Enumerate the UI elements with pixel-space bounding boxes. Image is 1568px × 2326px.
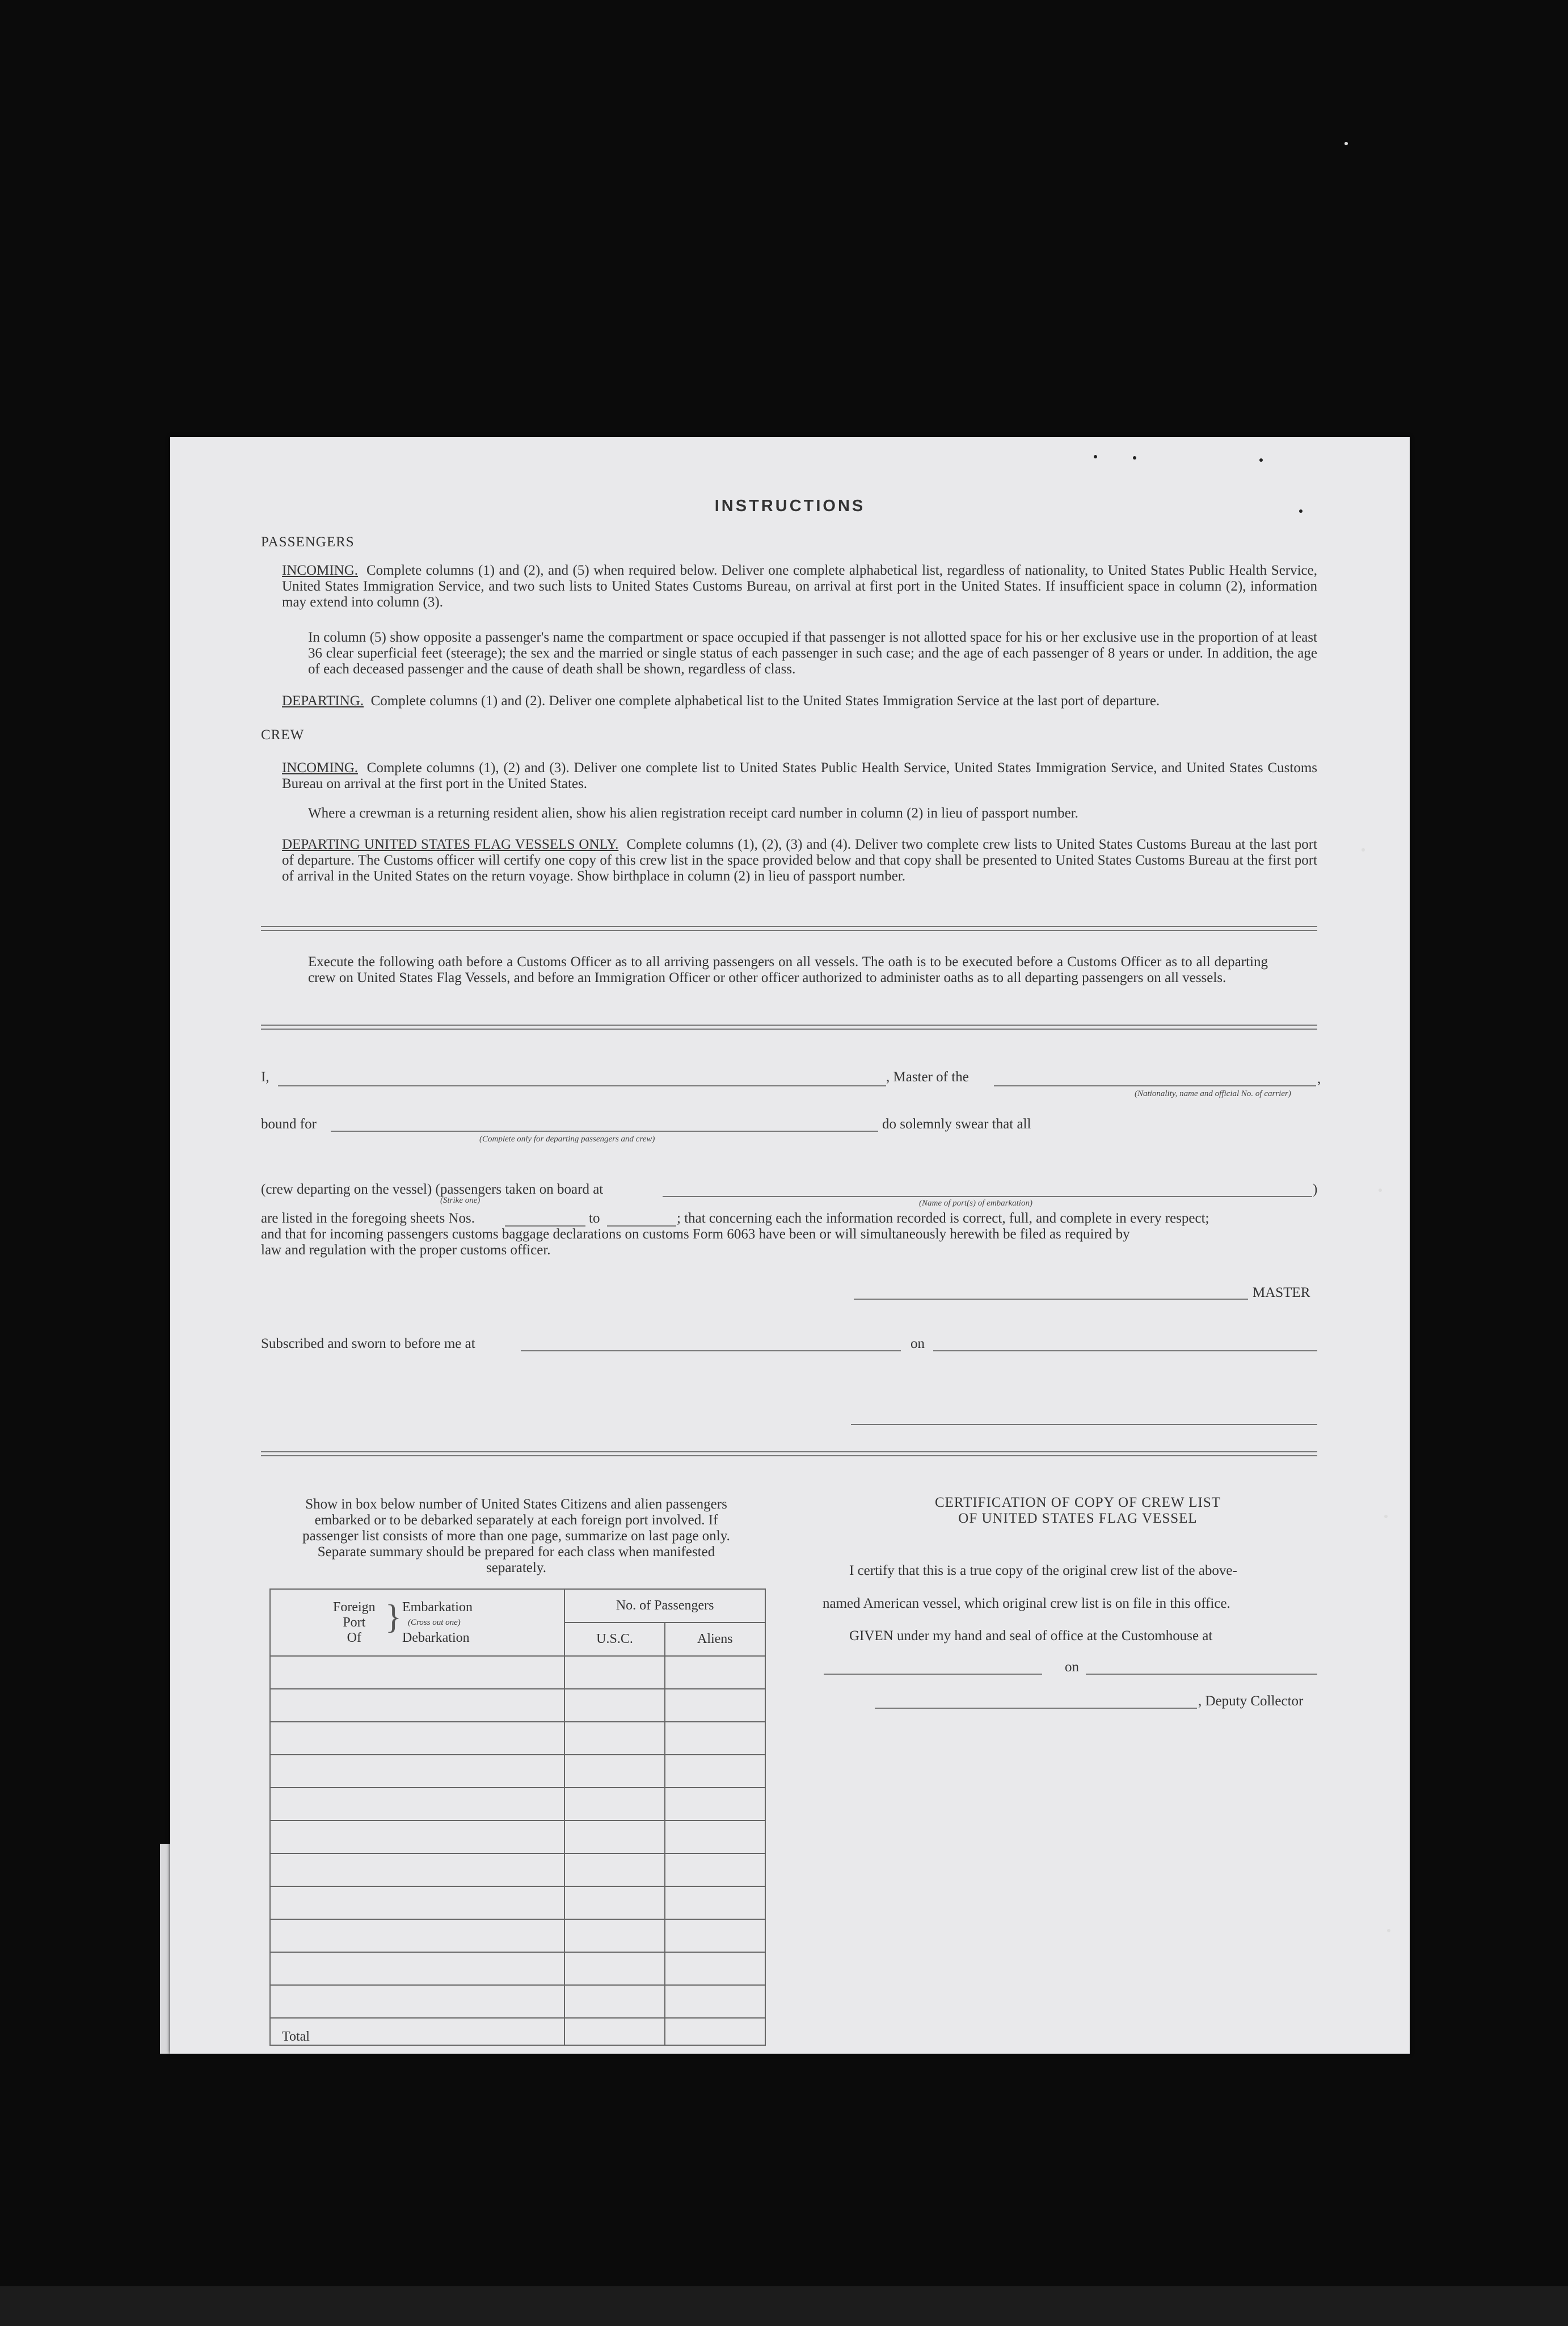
crew-incoming-text: Complete columns (1), (2) and (3). Deliver one complete list to United States Public Health Service, United States Immigration Service, and United States Customs Bureau on arrival at the first port in the United States. xyxy=(282,760,1317,791)
embarkation-label: Embarkation xyxy=(402,1600,473,1615)
customhouse-field[interactable] xyxy=(824,1674,1042,1675)
sheets-label: are listed in the foregoing sheets Nos. xyxy=(261,1211,475,1226)
of-label: Of xyxy=(347,1630,361,1645)
scan-speck xyxy=(1094,455,1097,458)
summary-row xyxy=(270,1853,765,1886)
usc-cell[interactable] xyxy=(564,1656,664,1689)
summary-row xyxy=(270,1755,765,1788)
crew-incoming-paragraph xyxy=(282,760,1317,792)
embarkation-port-field[interactable] xyxy=(663,1196,1312,1197)
passengers-departing-paragraph xyxy=(282,693,1317,709)
usc-cell[interactable] xyxy=(564,1788,664,1821)
oath-line-2: and that for incoming passengers customs baggage declarations on customs Form 6063 have been or will simultaneously herewith be filed as required by xyxy=(261,1227,1130,1242)
foreign-label: Foreign xyxy=(333,1600,376,1615)
cross-out-hint: (Cross out one) xyxy=(408,1618,461,1627)
total-label: Total xyxy=(270,2018,564,2045)
crew-passengers-label: (crew departing on the vessel) (passengers taken on board at xyxy=(261,1182,604,1197)
scan-speck xyxy=(1384,1515,1388,1518)
certification-text-line-2: named American vessel, which original crew list is on file in this office. xyxy=(823,1596,1230,1611)
aliens-cell[interactable] xyxy=(665,1952,765,1985)
aliens-cell[interactable] xyxy=(665,1821,765,1853)
crew-incoming-label: INCOMING. xyxy=(282,760,359,776)
total-usc-cell[interactable] xyxy=(564,2018,664,2045)
port-cell[interactable] xyxy=(270,1886,564,1919)
embarkation-hint: (Name of port(s) of embarkation) xyxy=(919,1199,1032,1208)
passengers-incoming-paragraph xyxy=(282,563,1317,610)
bound-for-label: bound for xyxy=(261,1116,317,1132)
subscribed-on-label: on xyxy=(911,1336,925,1351)
deputy-collector-label: , Deputy Collector xyxy=(1198,1693,1304,1709)
port-cell[interactable] xyxy=(270,1985,564,2018)
page-title: INSTRUCTIONS xyxy=(714,497,866,515)
strike-hint: (Strike one) xyxy=(440,1196,480,1205)
usc-cell[interactable] xyxy=(564,1886,664,1919)
crew-heading: CREW xyxy=(261,727,305,743)
passengers-heading: PASSENGERS xyxy=(261,534,355,550)
embarkation-close-paren: ) xyxy=(1313,1182,1318,1197)
oath-line-3: law and regulation with the proper customs officer. xyxy=(261,1242,551,1258)
summary-row xyxy=(270,1985,765,2018)
summary-rows xyxy=(270,1656,765,2018)
crew-flag-text: Complete columns (1), (2), (3) and (4). Deliver two complete crew lists to United States Customs Bureau at the last port of departure. The Customs officer will certify one copy of this crew list in the space provided below and that copy shall be presented to United States Customs Bureau at the first port of arrival in the United States on the return voyage. Show birthplace in column (2) in lieu of passport number. xyxy=(282,837,1317,884)
passengers-count-header: No. of Passengers xyxy=(564,1589,765,1623)
divider-1 xyxy=(261,926,1317,931)
bound-for-hint: (Complete only for departing passengers and crew) xyxy=(479,1135,655,1144)
usc-cell[interactable] xyxy=(564,1853,664,1886)
crew-resident-paragraph xyxy=(308,806,1317,821)
swear-label: do solemnly swear that all xyxy=(882,1116,1031,1132)
port-cell[interactable] xyxy=(270,1656,564,1689)
certification-title-line-2: OF UNITED STATES FLAG VESSEL xyxy=(958,1511,1198,1526)
divider-3 xyxy=(261,1451,1317,1456)
debarkation-label: Debarkation xyxy=(402,1630,470,1645)
aliens-cell[interactable] xyxy=(665,1722,765,1755)
master-name-field[interactable] xyxy=(278,1085,886,1086)
scan-speck xyxy=(1362,848,1365,852)
subscribed-date-field[interactable] xyxy=(933,1350,1317,1351)
summary-row xyxy=(270,1821,765,1853)
passengers-departing-text: Complete columns (1) and (2). Deliver one complete alphabetical list to the United States Immigration Service at the last port of departure. xyxy=(370,693,1160,709)
usc-cell[interactable] xyxy=(564,1985,664,2018)
officer-signature-field[interactable] xyxy=(851,1424,1317,1425)
scan-speck xyxy=(1259,458,1263,462)
form-page xyxy=(170,437,1410,2054)
usc-cell[interactable] xyxy=(564,1689,664,1722)
port-header-cell: Foreign Port Of } Embarkation (Cross out one) Debarkation xyxy=(270,1589,564,1656)
divider-2 xyxy=(261,1025,1317,1030)
summary-row xyxy=(270,1689,765,1722)
summary-row xyxy=(270,1952,765,1985)
bound-for-field[interactable] xyxy=(331,1131,878,1132)
passengers-column5-text: In column (5) show opposite a passenger's name the compartment or space occupied if that passenger is not allotted space for his or her exclusive use in the proportion of at least 36 clear superficial feet (steerage); the sex and the married or single status of each passenger in such case; and the age of each passenger of 8 years or under. In addition, the age of each deceased passenger and the cause of death shall be shown, regardless of class. xyxy=(308,630,1317,677)
usc-header: U.S.C. xyxy=(564,1623,664,1656)
scan-speck xyxy=(1133,456,1136,460)
summary-instruction: Show in box below number of United States Citizens and alien passengers embarked or to be debarked separately at each foreign port involved. If passenger list consists of more than one page, summarize on last page only. Separate summary should be prepared for each class when manifested separately. xyxy=(302,1497,730,1575)
port-cell[interactable] xyxy=(270,1722,564,1755)
scan-speck xyxy=(1344,142,1348,145)
passengers-column5-paragraph xyxy=(308,630,1317,677)
aliens-cell[interactable] xyxy=(665,1788,765,1821)
aliens-cell[interactable] xyxy=(665,1689,765,1722)
port-cell[interactable] xyxy=(270,1788,564,1821)
usc-cell[interactable] xyxy=(564,1821,664,1853)
deputy-collector-field[interactable] xyxy=(875,1708,1197,1709)
total-aliens-cell[interactable] xyxy=(665,2018,765,2045)
summary-row xyxy=(270,1919,765,1952)
subscribed-place-field[interactable] xyxy=(521,1350,901,1351)
port-cell[interactable] xyxy=(270,1755,564,1788)
certification-title-line-1: CERTIFICATION OF COPY OF CREW LIST xyxy=(934,1495,1221,1510)
port-label: Port xyxy=(343,1615,366,1630)
sheets-rest-text: ; that concerning each the information recorded is correct, full, and complete in every respect; xyxy=(677,1211,1209,1226)
summary-row xyxy=(270,1788,765,1821)
port-cell[interactable] xyxy=(270,1689,564,1722)
port-cell[interactable] xyxy=(270,1952,564,1985)
scan-speck xyxy=(1299,509,1303,513)
crew-flag-paragraph xyxy=(282,837,1317,884)
aliens-cell[interactable] xyxy=(665,1985,765,2018)
subscribed-label: Subscribed and sworn to before me at xyxy=(261,1336,475,1351)
certification-on-label: on xyxy=(1065,1659,1079,1675)
certification-text-line-1: I certify that this is a true copy of the original crew list of the above- xyxy=(849,1563,1237,1578)
crew-resident-text: Where a crewman is a returning resident alien, show his alien registration receipt card number in column (2) in lieu of passport number. xyxy=(308,806,1078,821)
aliens-cell[interactable] xyxy=(665,1656,765,1689)
summary-row xyxy=(270,1656,765,1689)
carrier-field[interactable] xyxy=(994,1085,1316,1086)
passenger-summary-table xyxy=(269,1588,766,2046)
usc-cell[interactable] xyxy=(564,1952,664,1985)
aliens-cell[interactable] xyxy=(665,1886,765,1919)
summary-row xyxy=(270,1886,765,1919)
scan-speck xyxy=(1387,1929,1390,1932)
usc-cell[interactable] xyxy=(564,1919,664,1952)
port-cell[interactable] xyxy=(270,1853,564,1886)
oath-i-label: I, xyxy=(261,1069,269,1085)
aliens-cell[interactable] xyxy=(665,1853,765,1886)
aliens-cell[interactable] xyxy=(665,1755,765,1788)
master-signature-field[interactable] xyxy=(854,1299,1248,1300)
certification-title xyxy=(840,1495,1316,1527)
usc-cell[interactable] xyxy=(564,1722,664,1755)
oath-instruction: Execute the following oath before a Customs Officer as to all arriving passengers on all vessels. The oath is to be executed before a Customs Officer as to all departing crew on United States Flag Vessels, and before an Immigration Officer or other officer authorized to administer oaths as to all departing passengers on all vessels. xyxy=(308,954,1268,985)
crew-flag-label: DEPARTING UNITED STATES FLAG VESSELS ONLY. xyxy=(282,837,619,852)
carrier-hint: (Nationality, name and official No. of carrier) xyxy=(1135,1089,1291,1098)
port-cell[interactable] xyxy=(270,1821,564,1853)
scan-speck xyxy=(1379,1189,1382,1192)
passengers-incoming-label: INCOMING. xyxy=(282,563,359,578)
port-cell[interactable] xyxy=(270,1919,564,1952)
passengers-incoming-text: Complete columns (1) and (2), and (5) when required below. Deliver one complete alphabetical list, regardless of nationality, to United States Public Health Service, United States Immigration Service, and two such lists to United States Customs Bureau, on arrival at first port in the United States. If insufficient space in column (2), information may extend into column (3). xyxy=(282,563,1318,610)
sheets-to-label: to xyxy=(589,1211,600,1226)
certification-date-field[interactable] xyxy=(1086,1674,1317,1675)
summary-row xyxy=(270,1722,765,1755)
master-of-label: , Master of the xyxy=(886,1069,969,1085)
carrier-comma: , xyxy=(1317,1071,1321,1086)
aliens-cell[interactable] xyxy=(665,1919,765,1952)
scan-bottom-band xyxy=(0,2286,1568,2326)
passengers-departing-label: DEPARTING. xyxy=(282,693,364,709)
certification-given-line: GIVEN under my hand and seal of office at the Customhouse at xyxy=(849,1628,1213,1644)
usc-cell[interactable] xyxy=(564,1755,664,1788)
aliens-header: Aliens xyxy=(665,1623,765,1656)
master-signature-label: MASTER xyxy=(1253,1285,1310,1300)
